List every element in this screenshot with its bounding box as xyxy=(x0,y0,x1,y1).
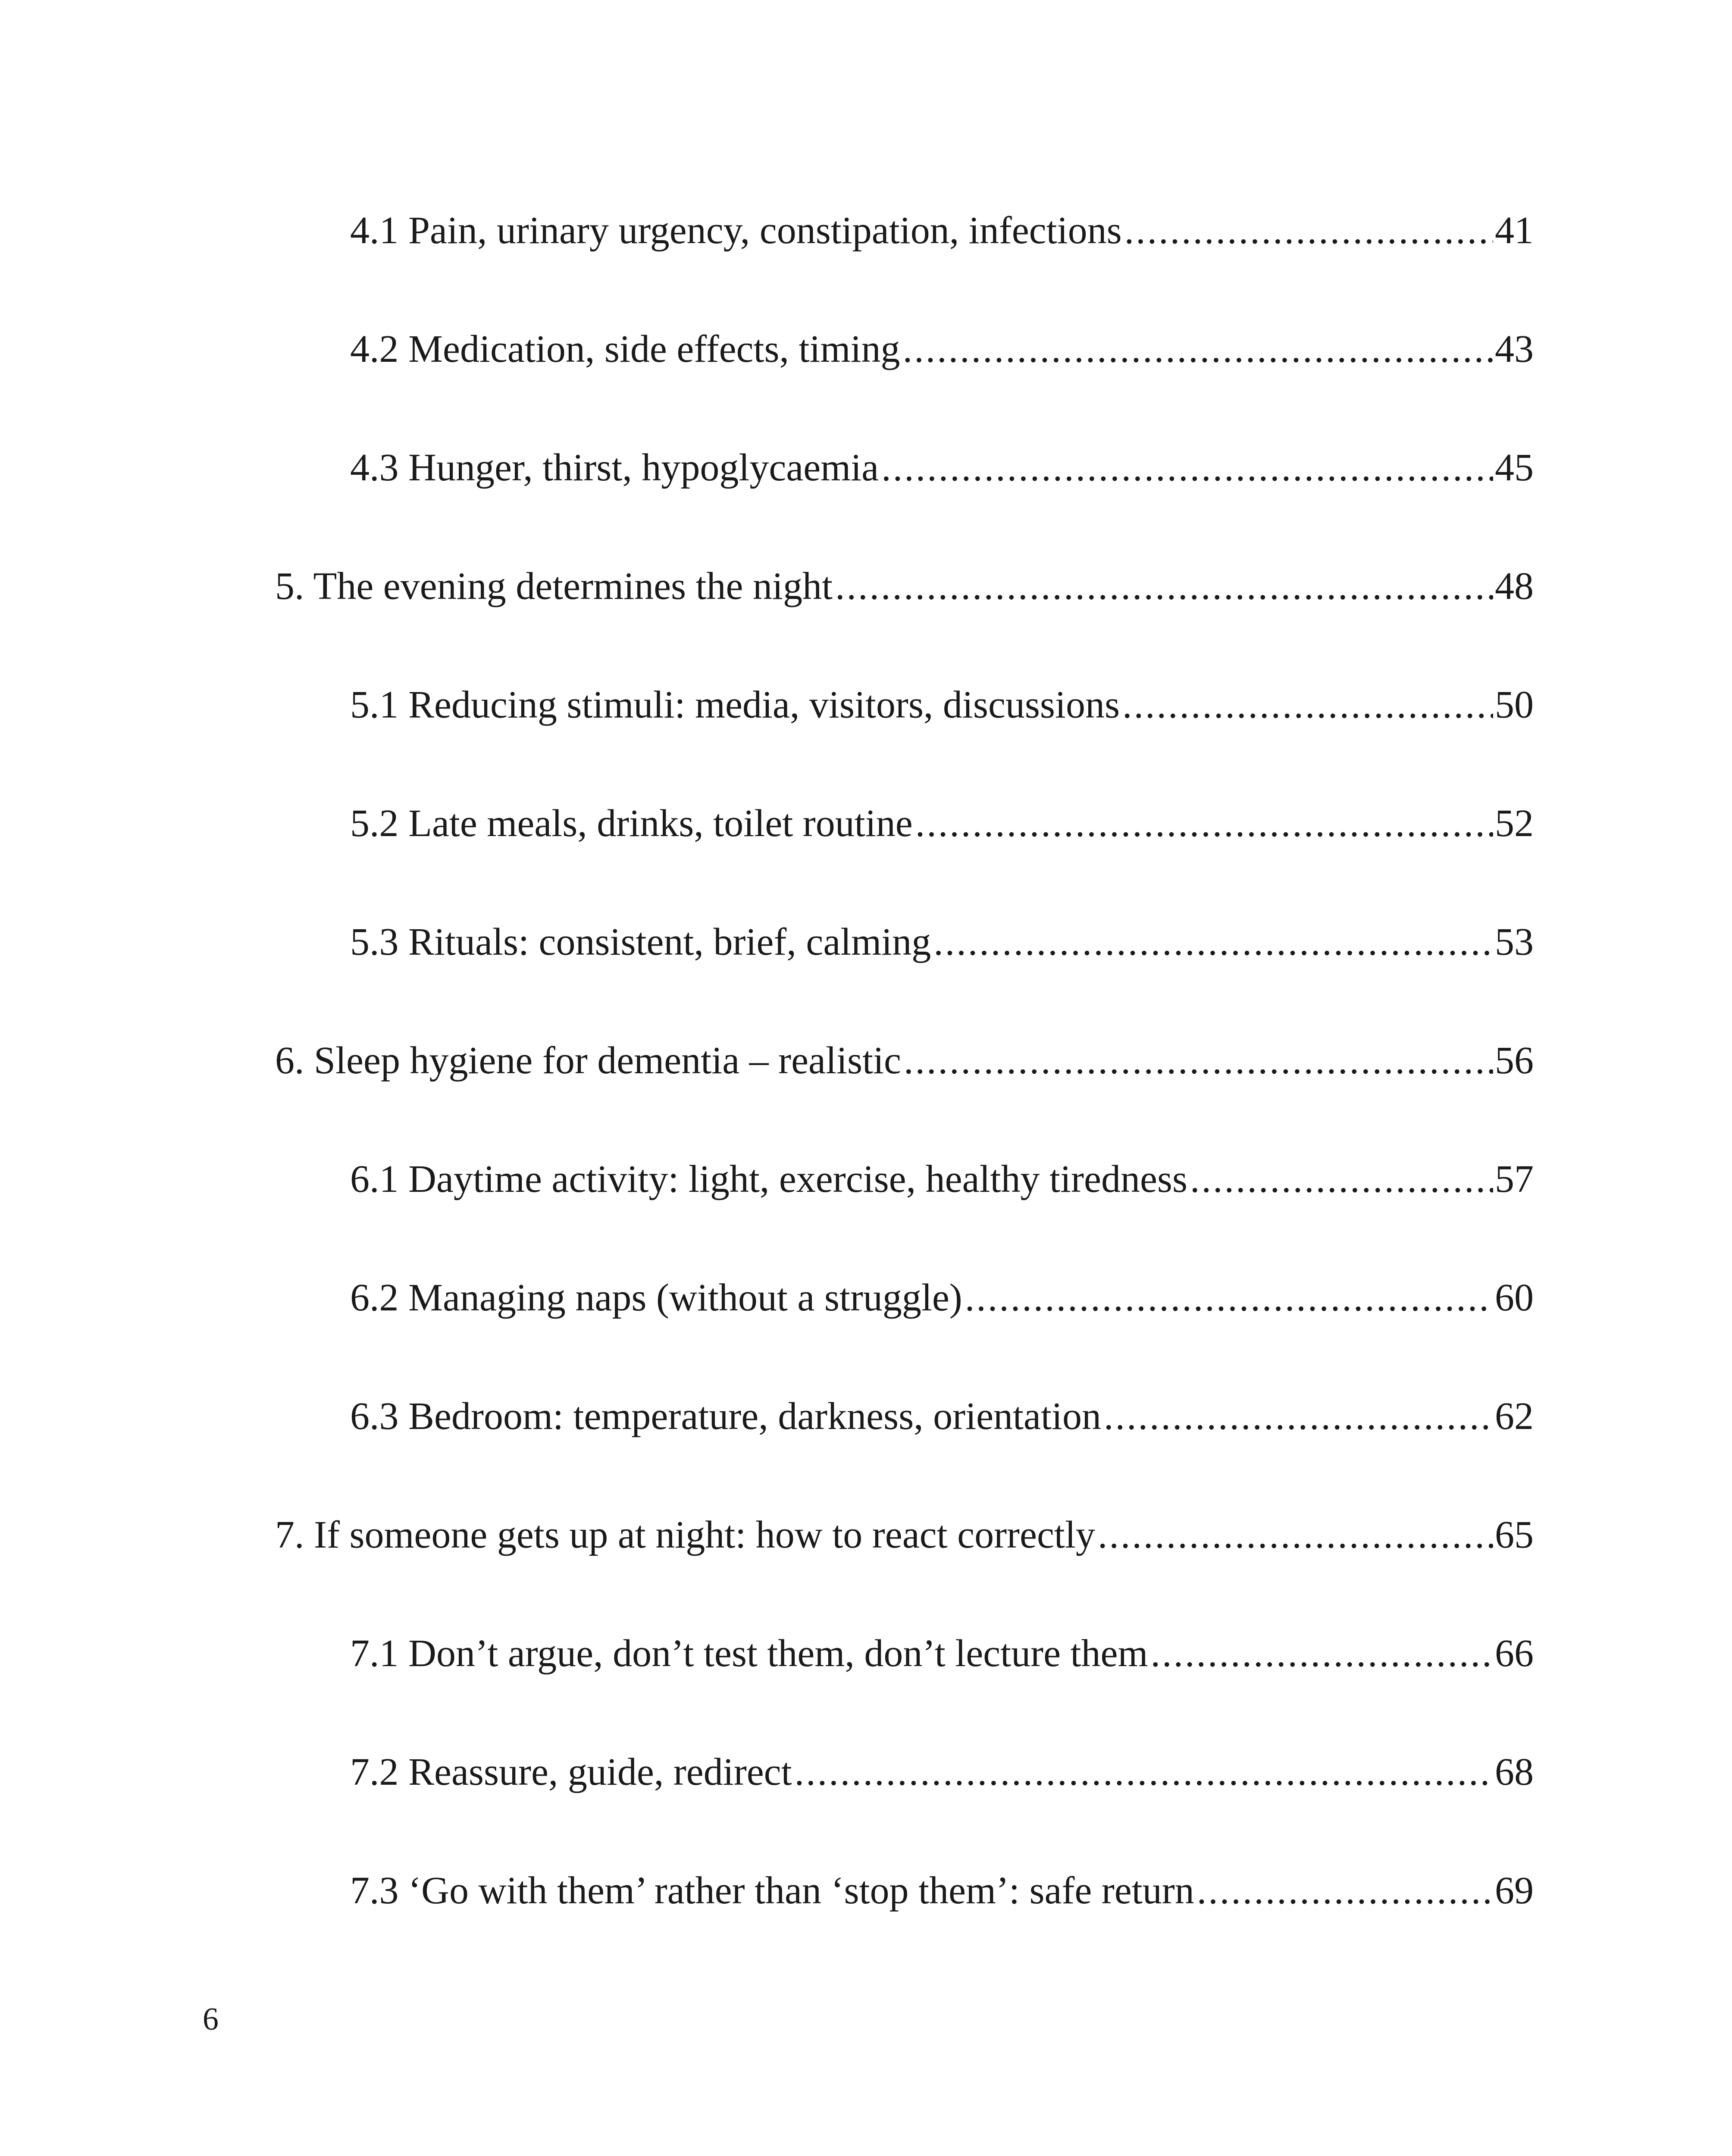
dot-leader xyxy=(1122,681,1493,729)
toc-entry-page: 68 xyxy=(1495,1751,1534,1793)
dot-leader xyxy=(904,1037,1493,1084)
toc-entry-page: 60 xyxy=(1495,1276,1534,1319)
toc-entry[interactable] xyxy=(350,1156,1534,1203)
toc-entry[interactable] xyxy=(350,444,1534,492)
toc-entry-page: 45 xyxy=(1495,446,1534,489)
toc-entry[interactable] xyxy=(275,1511,1534,1559)
toc-entry[interactable] xyxy=(350,1867,1534,1915)
toc-entry[interactable] xyxy=(275,1037,1534,1084)
toc-entry-page: 50 xyxy=(1495,683,1534,726)
toc-entry[interactable] xyxy=(275,563,1534,610)
toc-entry-page: 41 xyxy=(1495,209,1534,252)
toc-entry-title: 4.1 Pain, urinary urgency, constipation, infections xyxy=(350,209,1122,252)
toc-entry-title: 6. Sleep hygiene for dementia – realistic xyxy=(275,1039,901,1082)
toc-entry-title: 4.3 Hunger, thirst, hypoglycaemia xyxy=(350,446,879,489)
toc-entry-title: 5.3 Rituals: consistent, brief, calming xyxy=(350,921,931,963)
dot-leader xyxy=(1151,1630,1494,1677)
toc-entry[interactable] xyxy=(350,326,1534,373)
toc-entry[interactable] xyxy=(350,800,1534,847)
toc-entry[interactable] xyxy=(350,207,1534,254)
dot-leader xyxy=(1124,207,1493,254)
toc-entry[interactable] xyxy=(350,918,1534,966)
dot-leader xyxy=(915,800,1493,847)
toc-entry-title: 7.2 Reassure, guide, redirect xyxy=(350,1751,792,1793)
dot-leader xyxy=(835,563,1493,610)
toc-entry-title: 4.2 Medication, side effects, timing xyxy=(350,328,900,370)
toc-entry-page: 65 xyxy=(1495,1514,1534,1556)
toc-entry-title: 5.1 Reducing stimuli: media, visitors, discussions xyxy=(350,683,1120,726)
toc-entry-title: 7.1 Don’t argue, don’t test them, don’t lecture them xyxy=(350,1632,1148,1675)
dot-leader xyxy=(1098,1511,1493,1559)
dot-leader xyxy=(1197,1867,1493,1915)
dot-leader xyxy=(795,1749,1493,1796)
dot-leader xyxy=(1104,1393,1493,1440)
toc-entry-title: 5.2 Late meals, drinks, toilet routine xyxy=(350,802,913,845)
toc-entry-title: 6.3 Bedroom: temperature, darkness, orientation xyxy=(350,1395,1101,1438)
dot-leader xyxy=(881,444,1493,492)
toc-entry[interactable] xyxy=(350,1274,1534,1322)
toc-entry-page: 66 xyxy=(1495,1632,1534,1675)
dot-leader xyxy=(903,326,1493,373)
toc-entry-page: 62 xyxy=(1495,1395,1534,1438)
toc-entry-title: 5. The evening determines the night xyxy=(275,565,833,608)
toc-entry-title: 7.3 ‘Go with them’ rather than ‘stop them’: safe return xyxy=(350,1869,1194,1912)
toc-entry-page: 53 xyxy=(1495,921,1534,963)
toc-entry-title: 6.2 Managing naps (without a struggle) xyxy=(350,1276,962,1319)
toc-entry-page: 69 xyxy=(1495,1869,1534,1912)
toc-entry-title: 7. If someone gets up at night: how to react correctly xyxy=(275,1514,1095,1556)
dot-leader xyxy=(1190,1156,1493,1203)
toc-entry-page: 57 xyxy=(1495,1158,1534,1200)
page-number: 6 xyxy=(203,2002,219,2037)
toc-entry[interactable] xyxy=(350,1630,1534,1677)
toc-entry[interactable] xyxy=(350,1393,1534,1440)
dot-leader xyxy=(965,1274,1493,1322)
toc-entry-page: 48 xyxy=(1495,565,1534,608)
toc-entry[interactable] xyxy=(350,681,1534,729)
toc-entry-page: 43 xyxy=(1495,328,1534,370)
dot-leader xyxy=(933,918,1493,966)
toc-entry-title: 6.1 Daytime activity: light, exercise, healthy tiredness xyxy=(350,1158,1187,1200)
toc-entry-page: 52 xyxy=(1495,802,1534,845)
toc-entry-page: 56 xyxy=(1495,1039,1534,1082)
toc-entry[interactable] xyxy=(350,1749,1534,1796)
